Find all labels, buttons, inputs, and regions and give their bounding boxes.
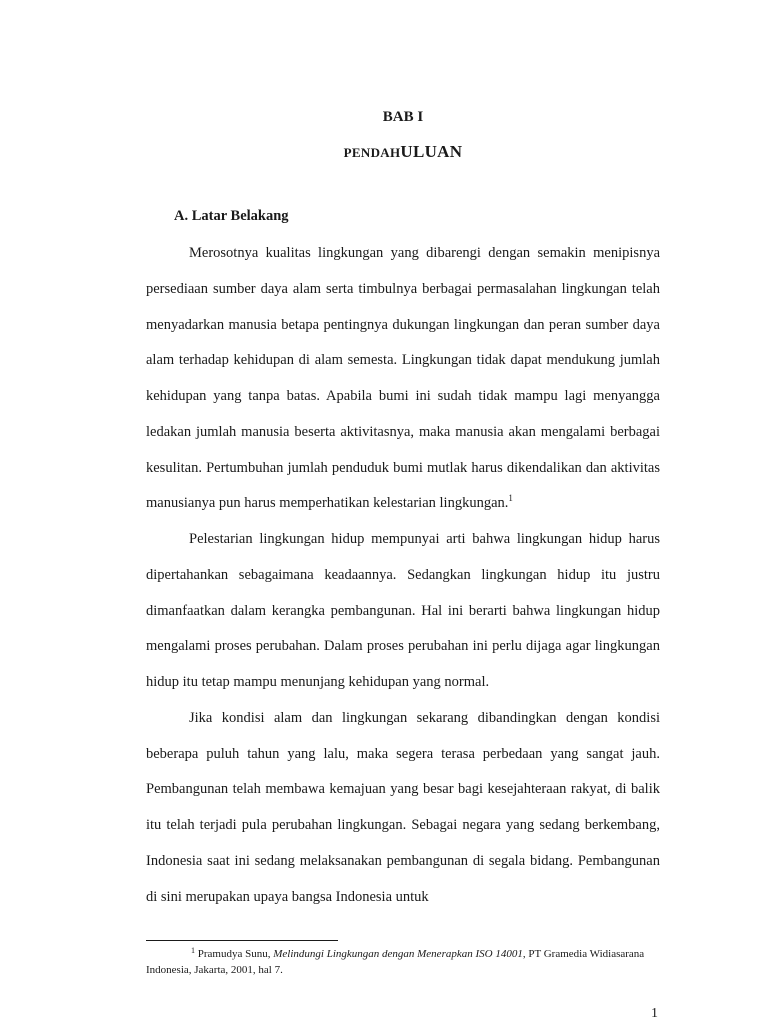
- footnote-publisher: , PT Gramedia Widiasarana Indonesia, Jakarta, 2001, hal 7.: [146, 948, 645, 976]
- section-heading: A. Latar Belakang: [174, 208, 289, 224]
- paragraph: [146, 236, 660, 522]
- page-number: 1: [651, 1006, 658, 1021]
- paragraph-text: Pelestarian lingkungan hidup mempunyai arti bahwa lingkungan hidup harus dipertahankan sebagaimana keadaannya. Sedangkan lingkungan hidup itu justru dimanfaatkan dalam kerangka pembangunan. Hal ini berarti bahwa lingkungan hidup mengalami proses perubahan. Dalam proses perubahan ini perlu dijaga agar lingkungan hidup itu tetap mampu menunjang kehidupan yang normal.: [146, 531, 660, 690]
- paragraph: [146, 522, 660, 701]
- footnote-separator: [146, 940, 338, 941]
- chapter-number: BAB I: [382, 109, 424, 125]
- footnote-book-title: Melindungi Lingkungan dengan Menerapkan ISO 14001: [273, 948, 523, 960]
- paragraph-text: Merosotnya kualitas lingkungan yang dibarengi dengan semakin menipisnya persediaan sumber daya alam serta timbulnya berbagai permasalahan lingkungan telah menyadarkan manusia betapa pentingnya dukungan lingkungan dan peran sumber daya alam terhadap kehidupan di alam semesta. Lingkungan tidak dapat mendukung jumlah kehidupan yang tanpa batas. Apabila bumi ini sudah tidak mampu lagi menyangga ledakan jumlah manusia beserta aktivitasnya, maka manusia akan mengalami berbagai kesulitan. Pertumbuhan jumlah penduduk bumi mutlak harus dikendalikan dan aktivitas manusianya pun harus memperhatikan kelestarian lingkungan.: [146, 245, 660, 512]
- footnote-number: 1: [191, 946, 195, 955]
- body-text: [146, 236, 660, 915]
- footnote-author: Pramudya Sunu,: [195, 948, 274, 960]
- paragraph-text: Jika kondisi alam dan lingkungan sekarang dibandingkan dengan kondisi beberapa puluh tahun yang lalu, maka segera terasa perbedaan yang sangat jauh. Pembangunan telah membawa kemajuan yang besar bagi kesejahteraan rakyat, di balik itu telah terjadi pula perubahan lingkungan. Sebagai negara yang sedang berkembang, Indonesia saat ini sedang melaksanakan pembangunan di segala bidang. Pembangunan di sini merupakan upaya bangsa Indonesia untuk: [146, 709, 660, 905]
- chapter-title-part-small: PENDAH: [343, 145, 401, 160]
- chapter-title: [146, 142, 660, 162]
- footnote-reference: 1: [508, 493, 513, 504]
- chapter-title-part-large: ULUAN: [400, 142, 463, 161]
- footnote: [146, 946, 660, 978]
- paragraph: [146, 701, 660, 916]
